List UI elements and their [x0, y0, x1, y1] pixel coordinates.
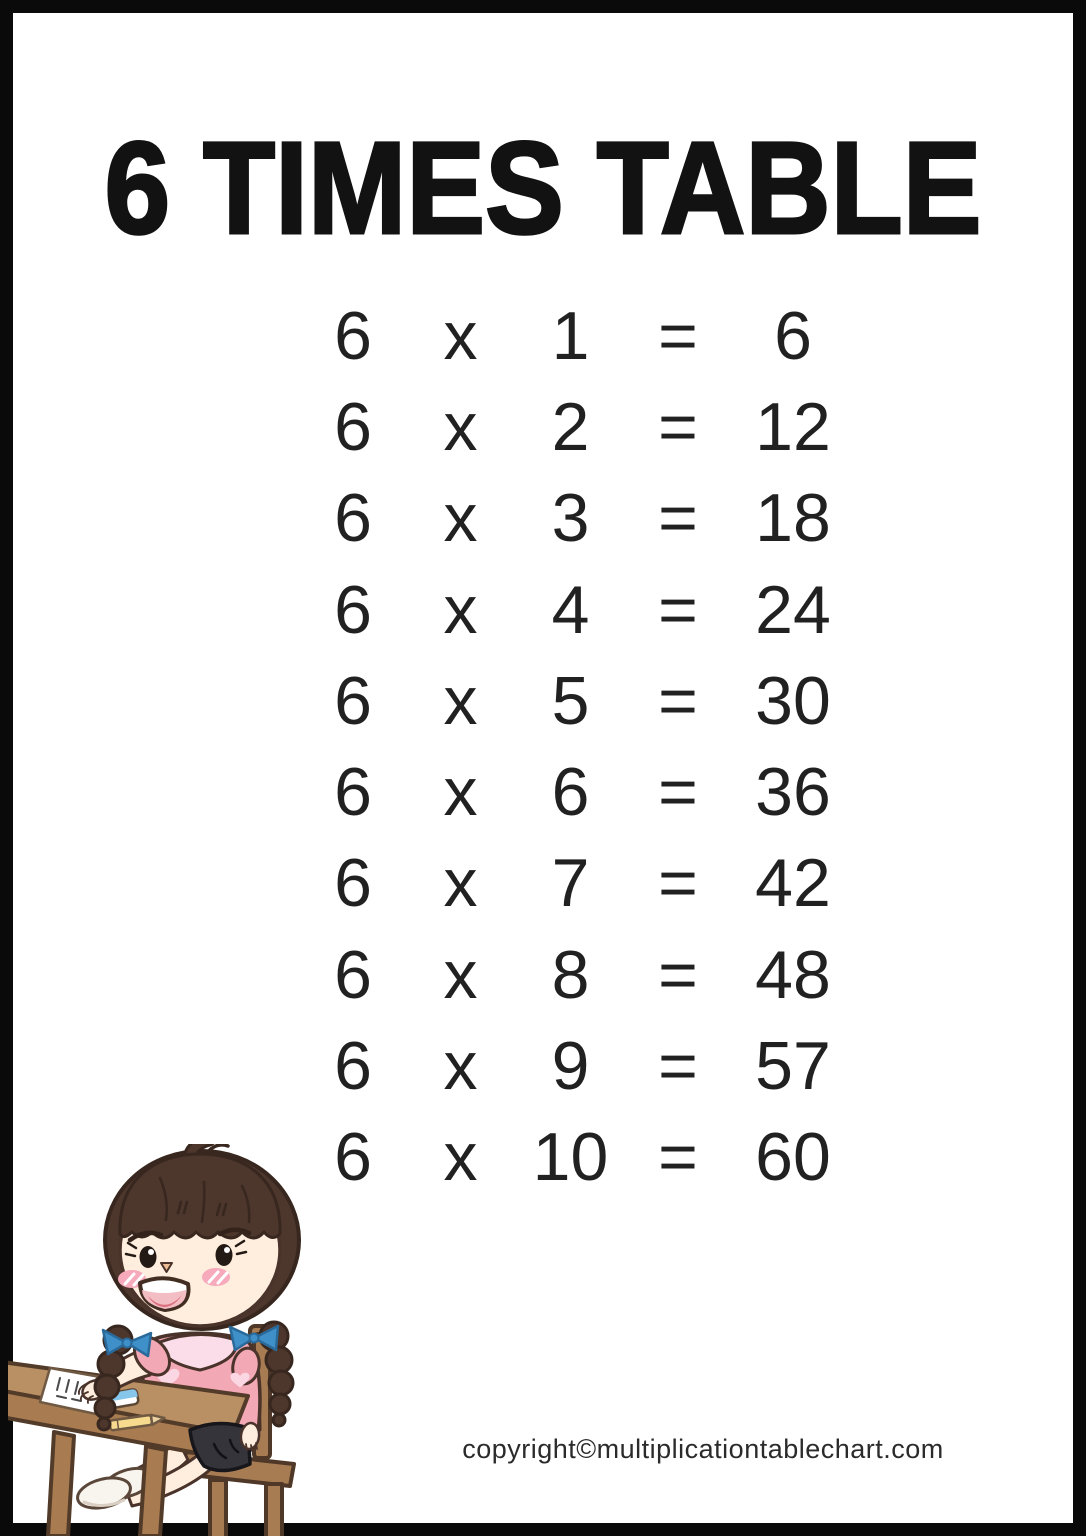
cell-multiplicand: 6	[334, 297, 372, 374]
cell-operator: x	[443, 845, 478, 922]
cell-equals: =	[658, 297, 698, 374]
cell-multiplicand: 6	[334, 754, 372, 831]
times-table-row	[303, 290, 853, 381]
times-table-row	[303, 1112, 853, 1203]
girl-at-desk-illustration	[8, 1144, 308, 1536]
page-title: 6 TIMES TABLE	[104, 135, 982, 249]
cell-result: 48	[755, 936, 831, 1013]
cell-operator: x	[443, 754, 478, 831]
cell-multiplicand: 6	[334, 388, 372, 465]
cell-result: 36	[755, 754, 831, 831]
cell-result: 30	[755, 662, 831, 739]
cell-multiplier: 2	[551, 388, 590, 465]
cell-multiplier: 9	[551, 1028, 590, 1105]
cell-equals: =	[658, 1028, 698, 1105]
copyright-text: copyright©multiplicationtablechart.com	[462, 1434, 944, 1464]
cell-result: 12	[755, 388, 831, 465]
cell-multiplicand: 6	[334, 936, 372, 1013]
cell-multiplier: 8	[551, 936, 590, 1013]
cell-multiplicand: 6	[334, 1119, 372, 1196]
page-title-block	[93, 135, 993, 249]
cell-multiplier: 5	[551, 662, 590, 739]
cell-equals: =	[658, 1119, 698, 1196]
times-table-row	[303, 473, 853, 564]
cell-multiplicand: 6	[334, 571, 372, 648]
times-table	[303, 290, 853, 1203]
cell-operator: x	[443, 662, 478, 739]
cell-operator: x	[443, 1119, 478, 1196]
times-table-row	[303, 1020, 853, 1111]
page-title-svg	[93, 135, 993, 249]
cell-operator: x	[443, 388, 478, 465]
cell-multiplier: 10	[532, 1119, 609, 1196]
cell-equals: =	[658, 388, 698, 465]
cell-operator: x	[443, 1028, 478, 1105]
times-table-row	[303, 746, 853, 837]
cell-equals: =	[658, 845, 698, 922]
cell-equals: =	[658, 754, 698, 831]
cell-multiplier: 6	[551, 754, 590, 831]
cell-equals: =	[658, 571, 698, 648]
cell-operator: x	[443, 571, 478, 648]
cell-multiplicand: 6	[334, 1028, 372, 1105]
times-table-row	[303, 838, 853, 929]
cell-result: 18	[755, 480, 831, 557]
cell-result: 60	[755, 1119, 831, 1196]
cell-result: 42	[755, 845, 831, 922]
cell-multiplier: 4	[551, 571, 590, 648]
cell-multiplier: 1	[551, 297, 590, 374]
cell-operator: x	[443, 297, 478, 374]
times-table-row	[303, 929, 853, 1020]
cell-equals: =	[658, 662, 698, 739]
cell-multiplier: 3	[551, 480, 590, 557]
times-table-row	[303, 655, 853, 746]
times-table-row	[303, 564, 853, 655]
cell-operator: x	[443, 936, 478, 1013]
cell-result: 24	[755, 571, 831, 648]
cell-operator: x	[443, 480, 478, 557]
cell-result: 6	[774, 297, 812, 374]
cell-multiplicand: 6	[334, 845, 372, 922]
times-table-row	[303, 381, 853, 472]
cell-multiplicand: 6	[334, 480, 372, 557]
cell-equals: =	[658, 936, 698, 1013]
cell-equals: =	[658, 480, 698, 557]
girl-head	[105, 1144, 299, 1329]
cell-result: 57	[755, 1028, 831, 1105]
cell-multiplicand: 6	[334, 662, 372, 739]
cell-multiplier: 7	[551, 845, 590, 922]
